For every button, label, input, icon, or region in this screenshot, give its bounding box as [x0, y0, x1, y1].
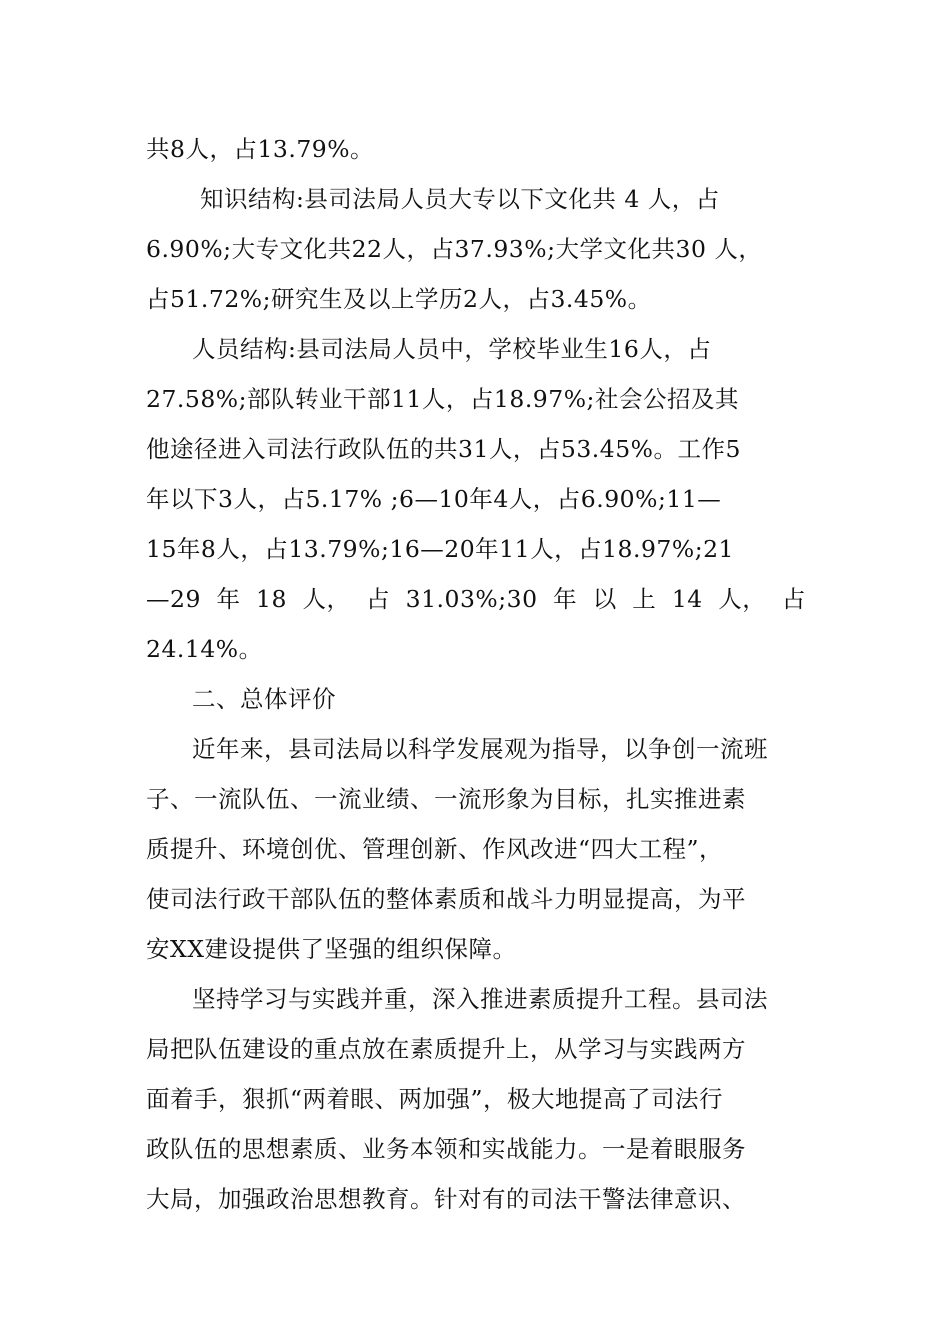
- text-token: 18: [256, 585, 287, 613]
- text-line: 年以下3人，占5.17% ;6—10年4人，占6.90%;11—: [146, 485, 722, 513]
- text-token: 上: [632, 585, 657, 613]
- text-line: 知识结构:县司法局人员大专以下文化共 4 人，占: [200, 185, 720, 213]
- text-token: 人，: [718, 585, 767, 613]
- text-token: 占: [366, 585, 391, 613]
- text-line: 使司法行政干部队伍的整体素质和战斗力明显提高，为平: [146, 885, 746, 913]
- text-token: 年: [553, 585, 578, 613]
- text-line: 质提升、环境创优、管理创新、作风改进“四大工程”，: [146, 835, 724, 863]
- section-heading: 二、总体评价: [192, 685, 336, 713]
- text-token: 年: [216, 585, 241, 613]
- text-line: 24.14%。: [146, 635, 263, 663]
- document-body: [146, 124, 806, 1224]
- text-line: 坚持学习与实践并重，深入推进素质提升工程。县司法: [192, 985, 768, 1013]
- text-token: 14: [671, 585, 703, 613]
- text-line: 共8人，占13.79%。: [146, 135, 375, 163]
- text-token: 占: [781, 585, 806, 613]
- text-line: 近年来，县司法局以科学发展观为指导，以争创一流班: [192, 735, 768, 763]
- text-line: 27.58%;部队转业干部11人，占18.97%;社会公招及其: [146, 385, 739, 413]
- text-line: 安XX建设提供了坚强的组织保障。: [146, 935, 517, 963]
- text-line: 他途径进入司法行政队伍的共31人，占53.45%。工作5: [146, 435, 741, 463]
- text-line: 15年8人，占13.79%;16—20年11人，占18.97%;21: [146, 535, 735, 563]
- text-line: 6.90%;大专文化共22人，占37.93%;大学文化共30 人，: [146, 235, 763, 263]
- text-token: —29: [146, 585, 201, 613]
- text-line: 面着手，狠抓“两着眼、两加强”，极大地提高了司法行: [146, 1085, 724, 1113]
- text-line: 人员结构:县司法局人员中，学校毕业生16人，占: [192, 335, 712, 363]
- text-token: 人，: [302, 585, 351, 613]
- text-line: 政队伍的思想素质、业务本领和实战能力。一是着眼服务: [146, 1135, 746, 1163]
- text-line: 子、一流队伍、一流业绩、一流形象为目标，扎实推进素: [146, 785, 746, 813]
- text-token: 31.03%;30: [405, 585, 538, 613]
- text-line: 大局，加强政治思想教育。针对有的司法干警法律意识、: [146, 1185, 746, 1213]
- text-line: 占51.72%;研究生及以上学历2人，占3.45%。: [146, 285, 652, 313]
- text-token: 以: [592, 585, 617, 613]
- justified-text-line: [146, 574, 806, 624]
- text-line: 局把队伍建设的重点放在素质提升上，从学习与实践两方: [146, 1035, 746, 1063]
